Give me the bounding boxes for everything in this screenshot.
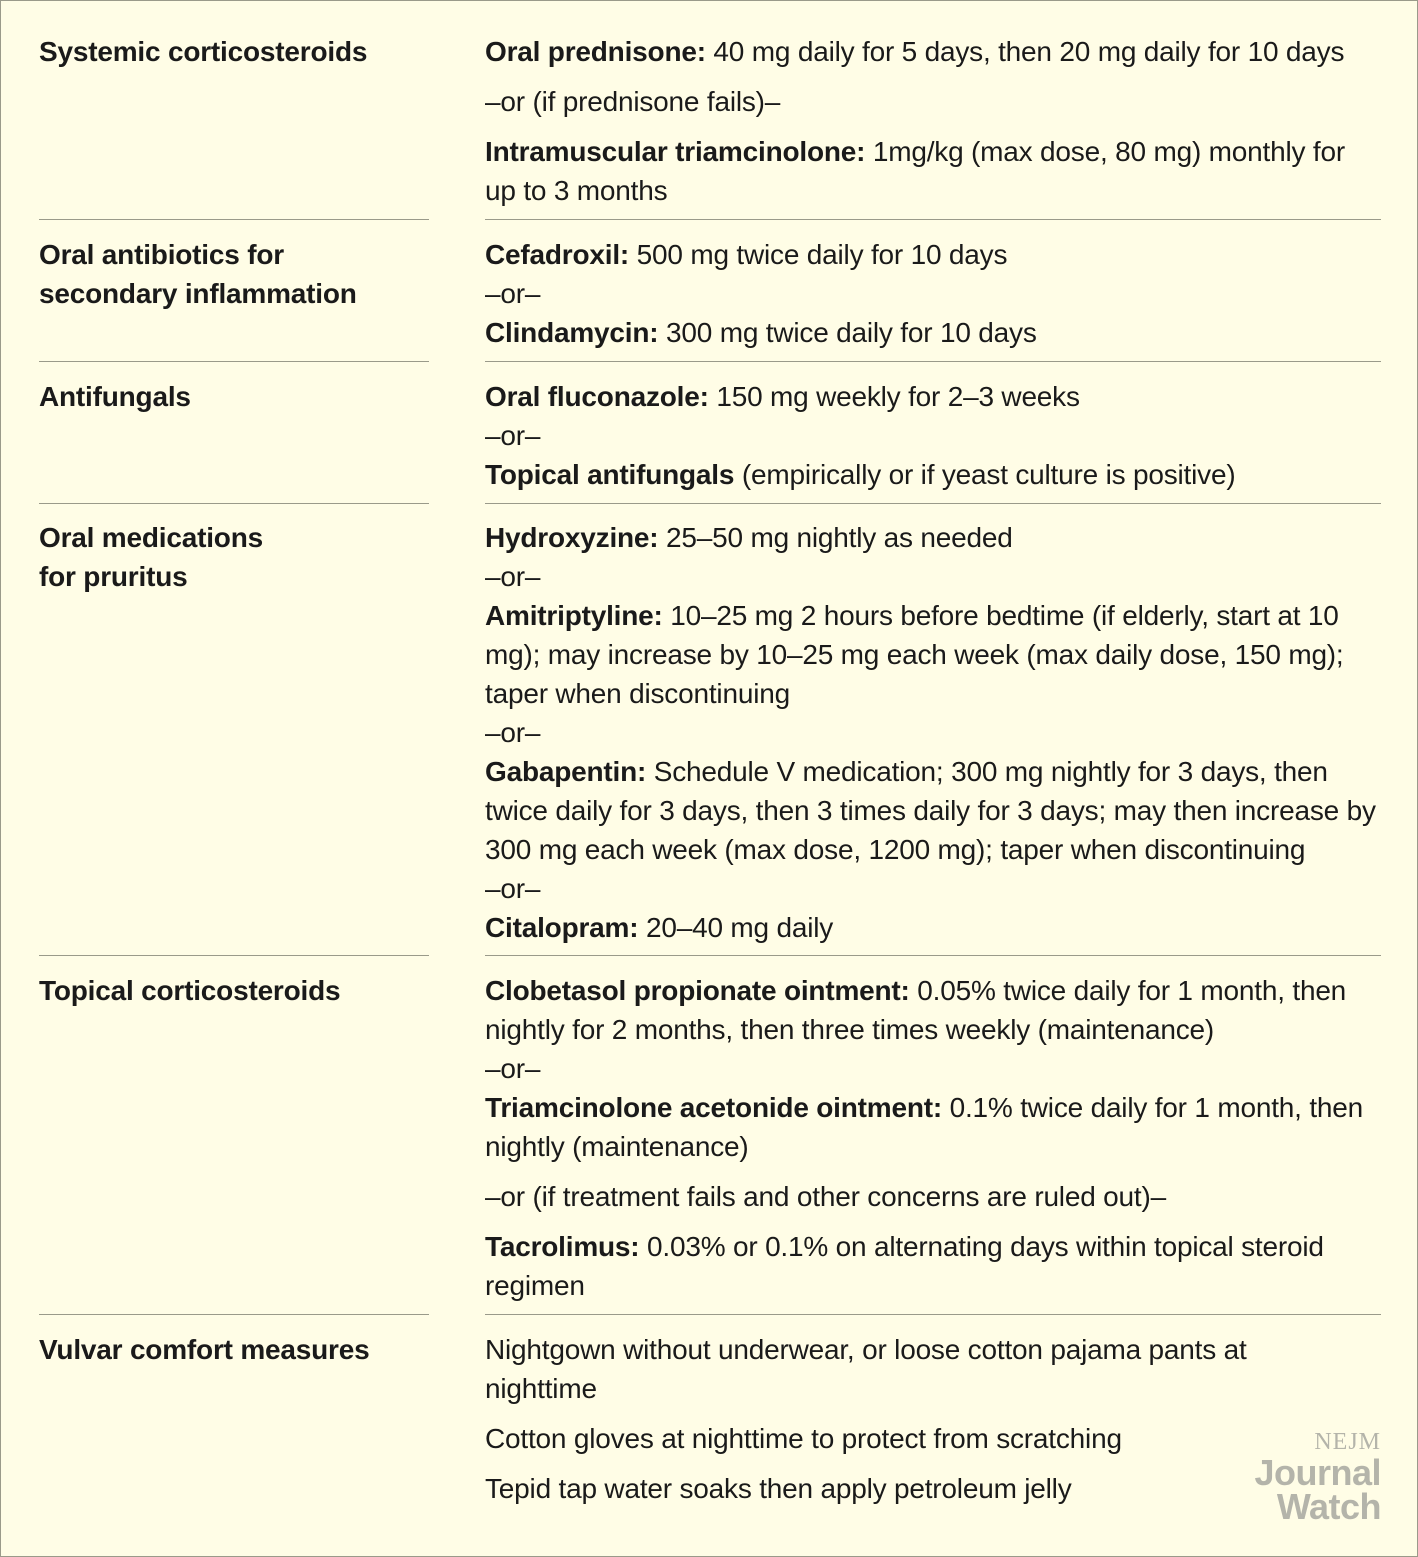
list-item: Hydroxyzine: 25–50 mg nightly as needed	[485, 522, 1013, 553]
list-item: Intramuscular triamcinolone: 1mg/kg (max dose, 80 mg) monthly for up to 3 months	[485, 136, 1345, 206]
list-item: Cotton gloves at nighttime to protect from scratching	[485, 1423, 1122, 1454]
list-item: –or–	[485, 1053, 541, 1084]
list-item: Oral fluconazole: 150 mg weekly for 2–3 weeks	[485, 381, 1080, 412]
category-oral-medications-pruritus: Oral medications for pruritus	[39, 522, 263, 592]
list-item: –or–	[485, 873, 541, 904]
row-divider	[485, 503, 1381, 504]
list-item: Cefadroxil: 500 mg twice daily for 10 days	[485, 239, 1008, 270]
list-item: Tacrolimus: 0.03% or 0.1% on alternating days within topical steroid regimen	[485, 1231, 1324, 1301]
row-divider	[39, 503, 429, 504]
category-antifungals: Antifungals	[39, 381, 191, 412]
list-item: Amitriptyline: 10–25 mg 2 hours before bedtime (if elderly, start at 10 mg); may increase by 10–25 mg each week (max daily dose, 150 mg); taper when discontinuing	[485, 600, 1344, 709]
list-item: Nightgown without underwear, or loose cotton pajama pants at nighttime	[485, 1334, 1247, 1404]
detail-vulvar-comfort	[485, 1330, 1315, 1508]
row-divider	[39, 955, 429, 956]
list-item: Tepid tap water soaks then apply petroleum jelly	[485, 1473, 1072, 1504]
row-divider	[485, 361, 1381, 362]
list-item: Gabapentin: Schedule V medication; 300 mg nightly for 3 days, then twice daily for 3 days, then 3 times daily for 3 days; may then increase by 300 mg each week (max dose, 1200 mg); taper when discontinuing	[485, 756, 1376, 865]
list-item: Citalopram: 20–40 mg daily	[485, 912, 834, 943]
category-oral-antibiotics: Oral antibiotics for secondary inflammation	[39, 239, 357, 309]
row-divider	[485, 1314, 1381, 1315]
detail-topical-corticosteroids	[485, 971, 1380, 1305]
detail-oral-medications-pruritus	[485, 518, 1380, 947]
row-divider	[485, 955, 1381, 956]
list-item: –or–	[485, 561, 541, 592]
list-item: –or–	[485, 278, 541, 309]
category-systemic-corticosteroids: Systemic corticosteroids	[39, 36, 368, 67]
list-item: –or–	[485, 717, 541, 748]
detail-antifungals	[485, 377, 1380, 494]
list-item: Triamcinolone acetonide ointment: 0.1% twice daily for 1 month, then nightly (maintenance)	[485, 1092, 1364, 1162]
nejm-journal-watch-logo: NEJM Journal Watch	[1254, 1429, 1381, 1527]
category-vulvar-comfort: Vulvar comfort measures	[39, 1334, 370, 1365]
row-divider	[485, 219, 1381, 220]
list-item: Clobetasol propionate ointment: 0.05% twice daily for 1 month, then nightly for 2 months, then three times weekly (maintenance)	[485, 975, 1347, 1045]
list-item: Topical antifungals (empirically or if yeast culture is positive)	[485, 459, 1236, 490]
detail-systemic-corticosteroids	[485, 32, 1380, 210]
list-item: –or–	[485, 420, 541, 451]
list-item: –or (if prednisone fails)–	[485, 86, 781, 117]
list-item: Clindamycin: 300 mg twice daily for 10 days	[485, 317, 1037, 348]
list-item: Oral prednisone: 40 mg daily for 5 days, then 20 mg daily for 10 days	[485, 36, 1345, 67]
detail-oral-antibiotics	[485, 235, 1380, 352]
list-item: –or (if treatment fails and other concerns are ruled out)–	[485, 1181, 1166, 1212]
row-divider	[39, 361, 429, 362]
category-topical-corticosteroids: Topical corticosteroids	[39, 975, 341, 1006]
row-divider	[39, 219, 429, 220]
row-divider	[39, 1314, 429, 1315]
